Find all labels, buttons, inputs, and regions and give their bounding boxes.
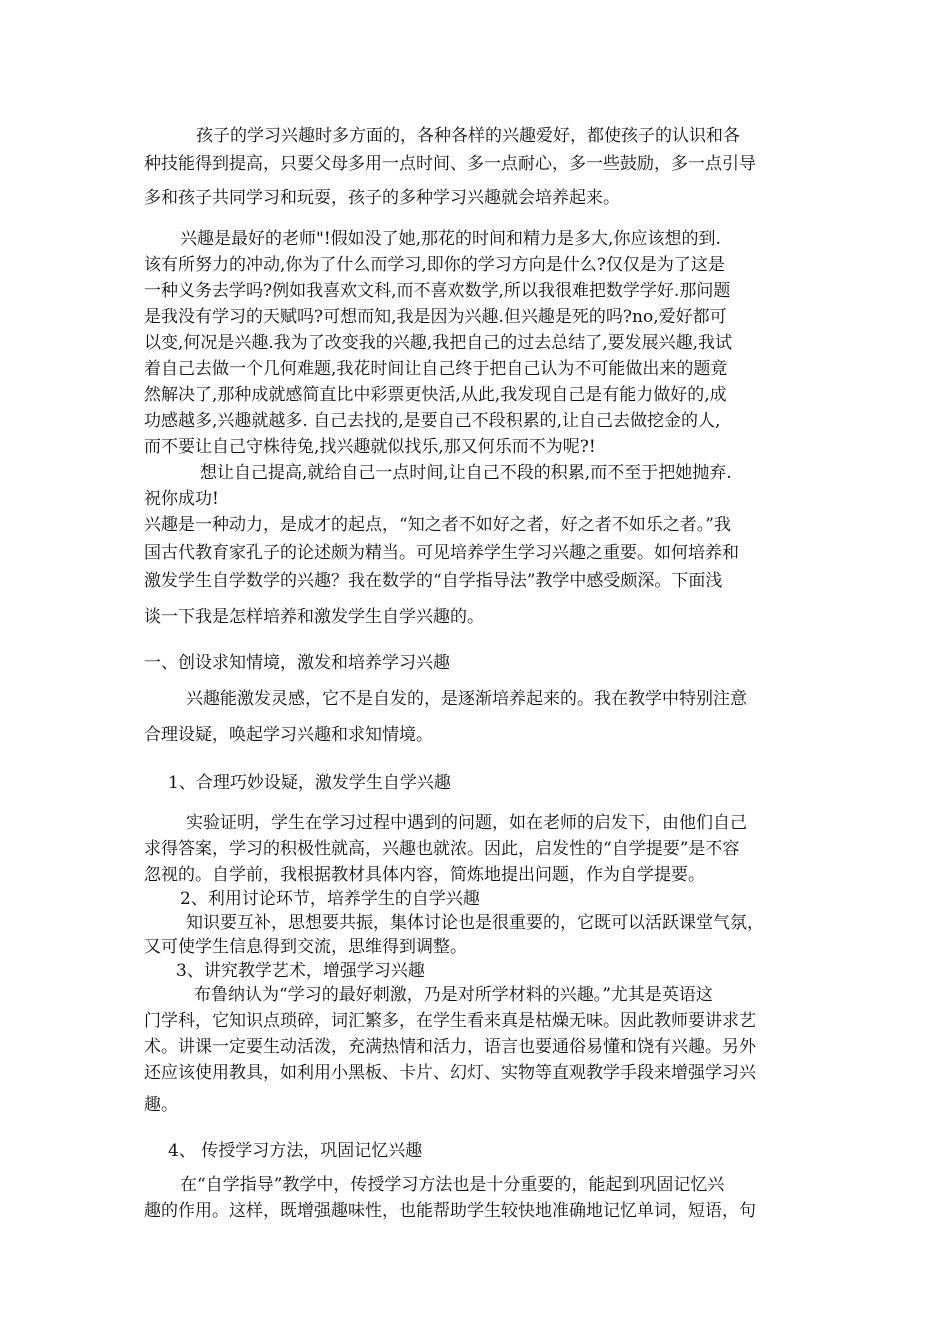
paragraph-line: 在“自学指导”教学中，传授学习方法也是十分重要的，能起到巩固记忆兴	[180, 1175, 725, 1195]
paragraph-line: 趣。	[144, 1095, 178, 1115]
paragraph-line: 国古代教育家孔子的论述颇为精当。可见培养学生学习兴趣之重要。如何培养和	[144, 543, 739, 563]
subsection-heading: 2、利用讨论环节，培养学生的自学兴趣	[180, 889, 480, 909]
paragraph-line: 又可使学生信息得到交流，思维得到调整。	[144, 937, 467, 957]
paragraph-line: 然解决了,那种成就感简直比中彩票更快活,从此,我发现自己是有能力做好的,成	[144, 385, 727, 405]
paragraph-line: 想让自己提高,就给自己一点时间,让自己不段的积累,而不至于把她抛弃.	[200, 463, 732, 483]
paragraph-line: 门学科，它知识点琐碎，词汇繁多，在学生看来真是枯燥无味。因此教师要讲求艺	[144, 1011, 756, 1031]
paragraph-line: 还应该使用教具，如利用小黑板、卡片、幻灯、实物等直观教学手段来增强学习兴	[144, 1063, 756, 1083]
paragraph-line: 激发学生自学数学的兴趣？我在数学的“自学指导法”教学中感受颇深。下面浅	[144, 571, 723, 591]
paragraph-line: 合理设疑，唤起学习兴趣和求知情境。	[144, 725, 433, 745]
paragraph-line: 兴趣是最好的老师"!假如没了她,那花的时间和精力是多大,你应该想的到.	[180, 229, 721, 249]
subsection-heading: 4、 传授学习方法，巩固记忆兴趣	[168, 1141, 423, 1161]
paragraph-line: 功感越多,兴趣就越多. 自己去找的,是要自己不段积累的,让自己去做挖金的人,	[144, 411, 721, 431]
paragraph-line: 术。讲课一定要生动活泼，充满热情和活力，语言也要通俗易懂和饶有兴趣。另外	[144, 1037, 756, 1057]
paragraph-line: 着自己去做一个几何难题,我花时间让自己终于把自己认为不可能做出来的题竟	[144, 359, 728, 379]
paragraph-line: 实验证明，学生在学习过程中遇到的问题，如在老师的启发下，由他们自己	[186, 813, 747, 833]
paragraph-line: 兴趣是一种动力，是成才的起点，“知之者不如好之者，好之者不如乐之者。”我	[144, 515, 731, 535]
subsection-heading: 3、讲究教学艺术，增强学习兴趣	[176, 961, 425, 981]
paragraph-line: 而不要让自己守株待兔,找兴趣就似找乐,那又何乐而不为呢?!	[144, 437, 596, 457]
paragraph-line: 祝你成功!	[144, 489, 219, 509]
paragraph-line: 一种义务去学吗?例如我喜欢文科,而不喜欢数学,所以我很难把数学学好.那问题	[144, 281, 731, 301]
paragraph-line: 以变,何况是兴趣.我为了改变我的兴趣,我把自己的过去总结了,要发展兴趣,我试	[144, 333, 733, 353]
paragraph-line: 谈一下我是怎样培养和激发学生自学兴趣的。	[144, 607, 484, 627]
paragraph-line: 忽视的。自学前，我根据教材具体内容，简炼地提出问题，作为自学提要。	[144, 865, 705, 885]
paragraph-line: 是我没有学习的天赋吗?可想而知,我是因为兴趣.但兴趣是死的吗?no,爱好都可	[144, 307, 727, 327]
subsection-heading: 1、合理巧妙设疑，激发学生自学兴趣	[168, 773, 451, 793]
paragraph-line: 趣的作用。这样，既增强趣味性，也能帮助学生较快地准确地记忆单词，短语，句	[144, 1201, 756, 1221]
paragraph-line: 孩子的学习兴趣时多方面的，各种各样的兴趣爱好，都使孩子的认识和各	[196, 126, 740, 146]
paragraph-line: 该有所努力的冲动,你为了什么而学习,即你的学习方向是什么?仅仅是为了这是	[144, 255, 725, 275]
paragraph-line: 知识要互补，思想要共振，集体讨论也是很重要的，它既可以活跃课堂气氛，	[186, 913, 764, 933]
paragraph-line: 求得答案，学习的积极性就高，兴趣也就浓。因此，启发性的“自学提要”是不容	[144, 839, 740, 859]
paragraph-line: 种技能得到提高，只要父母多用一点时间、多一点耐心，多一些鼓励，多一点引导	[144, 154, 756, 174]
paragraph-line: 布鲁纳认为“学习的最好刺激，乃是对所学材料的兴趣。”尤其是英语这	[194, 985, 713, 1005]
paragraph-line: 兴趣能激发灵感，它不是自发的，是逐渐培养起来的。我在教学中特别注意	[186, 689, 747, 709]
paragraph-line: 多和孩子共同学习和玩耍，孩子的多种学习兴趣就会培养起来。	[144, 188, 620, 208]
section-heading: 一、创设求知情境，激发和培养学习兴趣	[144, 653, 450, 673]
